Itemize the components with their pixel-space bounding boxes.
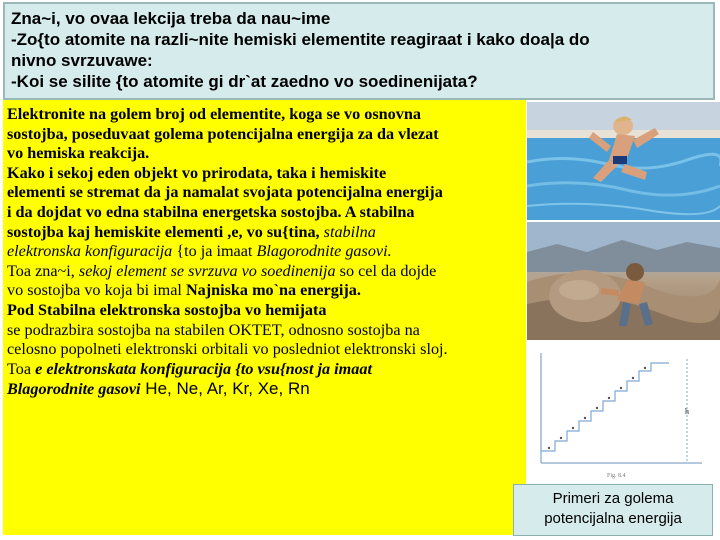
text-span: Toa zna~i, <box>7 261 79 280</box>
text-line: Pod Stabilna elektronska sostojba vo hemijata <box>7 300 327 319</box>
text-span: vo sostojba vo koja bi imal <box>7 281 186 300</box>
text-line <box>7 281 522 301</box>
text-line: i da dojdat vo edna stabilna energetska sostojba. A stabilna <box>7 202 415 221</box>
text-line <box>7 242 522 262</box>
objective-line-4: -Koi se silite {to atomite gi dr`at zaedno vo soedinenijata? <box>11 72 478 91</box>
text-span: {to ja imaat <box>172 242 257 261</box>
paragraph-2 <box>7 164 522 262</box>
rock-pushing-photo <box>527 222 720 340</box>
height-label: h <box>685 407 689 416</box>
text-line: elementi se stremat da ja namalat svojata potencijalna energija <box>7 183 443 202</box>
text-line: Elektronite na golem broj od elementite, koga se vo osnovna <box>7 105 421 123</box>
lesson-text-box <box>3 100 526 535</box>
italic-term: stabilna <box>323 222 376 241</box>
paragraph-1 <box>7 105 522 164</box>
text-line: se podrazbira sostojba na stabilen OKTET, odnosno sostojba na <box>7 320 420 339</box>
bold-term: Najniska mo`na energija. <box>185 281 361 300</box>
text-line: celosno popolneti elektronski orbitali vo posledniot elektronski sloj. <box>7 340 448 359</box>
italic-term: sekoj element se svrzuva vo soedinenija <box>78 261 336 280</box>
figure-label: Fig. 8.4 <box>607 473 626 479</box>
bold-italic-term: Blagorodnite gasovi <box>7 380 141 399</box>
noble-gases-list: He, Ne, Ar, Kr, Xe, Rn <box>140 379 310 399</box>
paragraph-5 <box>7 360 522 400</box>
image-caption <box>513 484 713 536</box>
italic-term: Blagorodnite gasovi. <box>256 242 392 261</box>
staircase-diagram <box>527 345 720 483</box>
text-line: sostojba, poseduvaat golema potencijalna energija za da vlezat <box>7 124 439 143</box>
text-line <box>7 360 522 380</box>
text-span: so cel da dojde <box>335 261 437 280</box>
text-span: Toa <box>7 359 36 378</box>
caption-line-1: Primeri za golema <box>552 490 674 507</box>
paragraph-3 <box>7 262 522 301</box>
pool-diver-illustration <box>527 102 720 220</box>
text-line <box>7 379 522 400</box>
text-line <box>7 262 522 282</box>
objective-line-2: -Zo{to atomite na razli~nite hemiski elementite reagiraat i kako doa|a do <box>11 30 590 49</box>
caption-line-2: potencijalna energija <box>544 510 682 527</box>
rock-pushing-illustration <box>527 222 720 340</box>
pool-diver-photo <box>527 102 720 220</box>
lesson-objectives-box <box>3 2 715 100</box>
objective-line-3: nivno svrzuvawe: <box>11 51 153 70</box>
text-line: vo hemiska reakcija. <box>7 144 150 163</box>
paragraph-4 <box>7 301 522 360</box>
italic-term: elektronska konfiguracija <box>7 242 173 261</box>
objective-line-1: Zna~i, vo ovaa lekcija treba da nau~ime <box>11 9 331 28</box>
bold-italic-term: e elektronskata konfiguracija {to vsu{nost ja imaat <box>35 359 372 378</box>
text-line <box>7 223 522 243</box>
text-line: Kako i sekoj eden objekt vo prirodata, taka i hemiskite <box>7 163 387 182</box>
energy-staircase-figure <box>527 345 720 483</box>
text-span: sostojba kaj hemiskite elementi ,e, vo su{tina, <box>7 222 324 241</box>
